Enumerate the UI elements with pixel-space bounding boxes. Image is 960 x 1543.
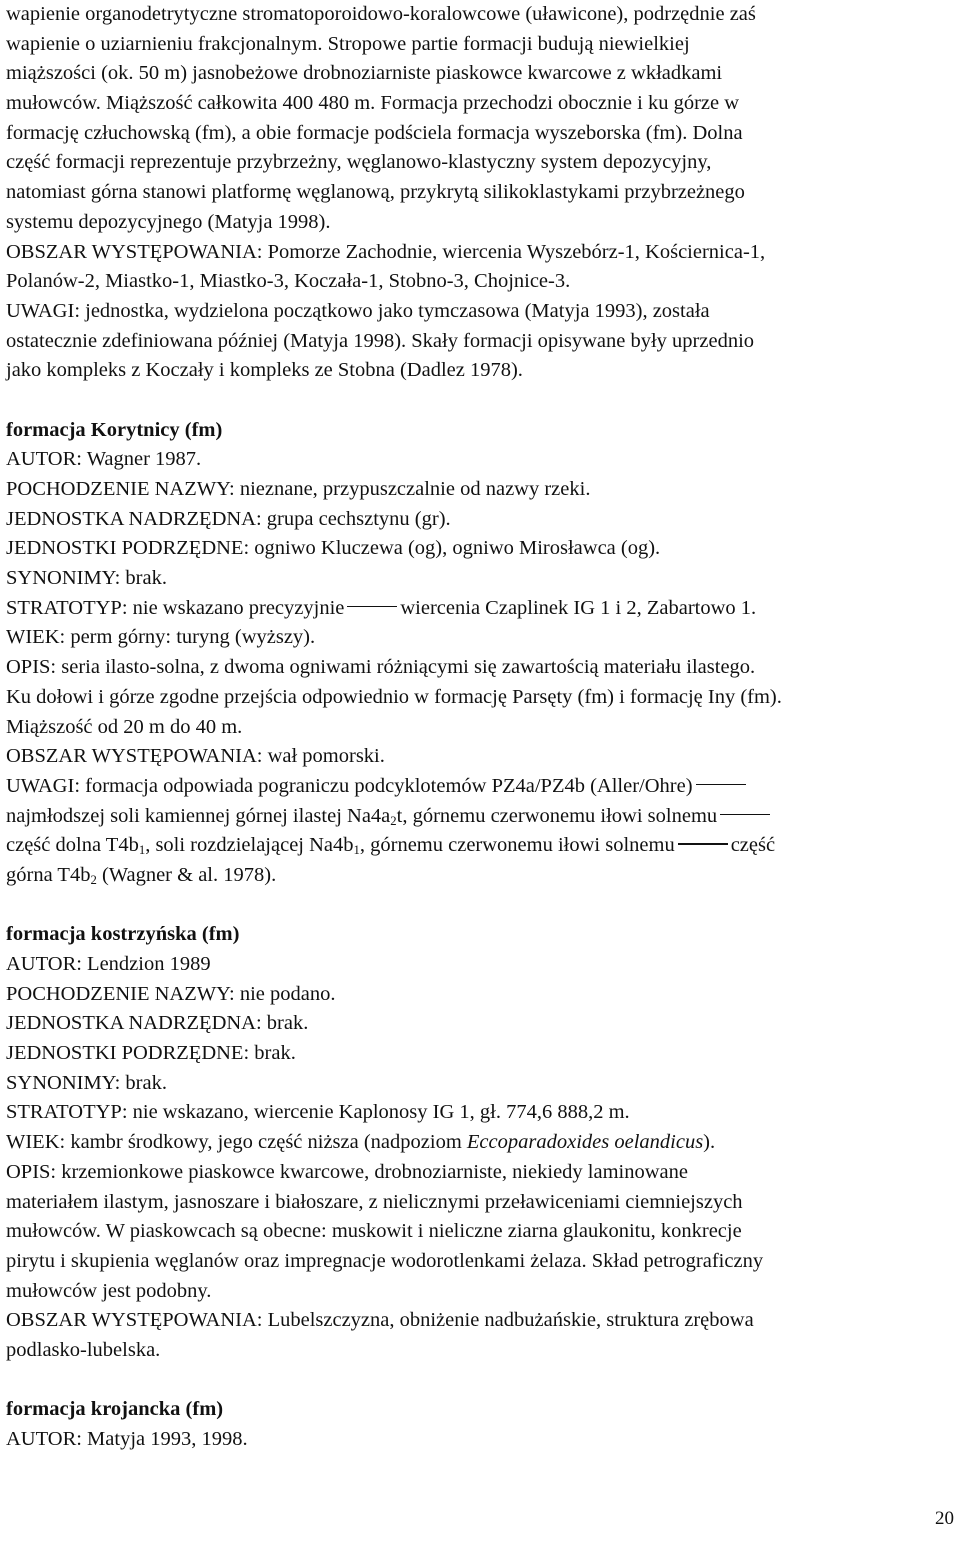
em-dash (720, 814, 770, 815)
spacer (6, 386, 954, 416)
name-origin-line: POCHODZENIE NAZWY: nieznane, przypuszczalnie od nazwy rzeki. (6, 478, 591, 500)
remarks-line (6, 861, 954, 891)
stratotype-line: STRATOTYP: nie wskazano, wiercenie Kaplonosy IG 1, gł. 774,6 888,2 m. (6, 1101, 630, 1124)
subscript: 2 (390, 813, 397, 828)
subunits-line: JEDNOSTKI PODRZĘDNE: brak. (6, 1042, 296, 1065)
text-span: , soli rozdzielającej Na4b (145, 834, 354, 857)
parent-unit-line: JEDNOSTKA NADRZĘDNA: brak. (6, 1012, 309, 1035)
text-line: UWAGI: jednostka, wydzielona początkowo jako tymczasowa (Matyja 1993), została (6, 299, 710, 322)
text-line: jako kompleks z Koczały i kompleks ze Stobna (Dadlez 1978). (6, 359, 523, 382)
text-line: natomiast górna stanowi platformę węglanową, przykrytą silikoklastykami przybrzeżnego (6, 181, 745, 204)
description-line: Miąższość od 20 m do 40 m. (6, 715, 243, 738)
text-line: część formacji reprezentuje przybrzeżny, węglanowo-klastyczny system depozycyjny, (6, 151, 712, 174)
description-line: pirytu i skupienia węglanów oraz impregnacje wodorotlenkami żelaza. Skład petrograficzny (6, 1249, 764, 1272)
parent-unit-line: JEDNOSTKA NADRZĘDNA: grupa cechsztynu (gr). (6, 507, 451, 530)
stratotype-line (6, 594, 954, 624)
text-span: najmłodszej soli kamiennej górnej ilastej Na4a (6, 804, 391, 827)
description-line: mułowców jest podobny. (6, 1279, 212, 1302)
kostrzynska-section (6, 920, 954, 1365)
subscript: 2 (90, 873, 97, 888)
em-dash (696, 784, 746, 785)
synonyms-line: SYNONIMY: brak. (6, 567, 167, 590)
section-heading: formacja kostrzyńska (fm) (6, 923, 240, 946)
text-span: górna T4b (6, 863, 91, 886)
section-heading: formacja Korytnicy (fm) (6, 418, 223, 441)
subscript: 1 (138, 843, 146, 858)
synonyms-line: SYNONIMY: brak. (6, 1071, 167, 1094)
area-line: podlasko-lubelska. (6, 1338, 161, 1361)
section-heading: formacja krojancka (fm) (6, 1398, 224, 1421)
taxon-name: Eccoparadoxides oelandicus (466, 1131, 704, 1154)
text-span: część (730, 834, 776, 857)
author-line: AUTOR: Matyja 1993, 1998. (6, 1428, 248, 1450)
area-line: OBSZAR WYSTĘPOWANIA: wał pomorski. (6, 745, 385, 768)
text-span: , górnemu czerwonemu iłowi solnemu (359, 834, 675, 857)
text-line: Polanów-2, Miastko-1, Miastko-3, Koczała-1, Stobno-3, Chojnice-3. (6, 270, 571, 293)
description-line: mułowców. W piaskowcach są obecne: muskowit i nieliczne ziarna glaukonitu, konkrecje (6, 1220, 742, 1243)
text-span: WIEK: kambr środkowy, jego część niższa (nadpoziom (6, 1131, 467, 1154)
spacer (6, 891, 954, 921)
description-line: OPIS: krzemionkowe piaskowce kwarcowe, drobnoziarniste, niekiedy laminowane (6, 1160, 688, 1183)
text-line: mułowców. Miąższość całkowita 400 480 m. Formacja przechodzi obocznie i ku górze w (6, 92, 740, 115)
text-line: ostatecznie zdefiniowana później (Matyja 1998). Skały formacji opisywane były uprzednio (6, 329, 755, 352)
text-line: wapienie o uziarnieniu frakcjonalnym. Stropowe partie formacji budują niewielkiej (6, 32, 690, 55)
area-line: OBSZAR WYSTĘPOWANIA: Lubelszczyzna, obniżenie nadbużańskie, struktura zrębowa (6, 1309, 754, 1332)
page-number: 20 (935, 1508, 954, 1529)
text-line: systemu depozycyjnego (Matyja 1998). (6, 210, 331, 233)
remarks-line (6, 802, 954, 832)
description-line: materiałem ilastym, jasnoszare i białoszare, z nielicznymi przeławiceniami ciemniejszych (6, 1190, 743, 1213)
intro-section (6, 0, 954, 386)
document-page (6, 0, 954, 1455)
text-span: t, górnemu czerwonemu iłowi solnemu (396, 804, 718, 827)
subscript: 1 (353, 843, 360, 858)
remarks-line (6, 831, 954, 861)
text-span: UWAGI: formacja odpowiada pograniczu podcyklotemów PZ4a/PZ4b (Aller/Ohre) (6, 774, 693, 797)
text-span: (Wagner & al. 1978). (96, 863, 277, 886)
description-line: OPIS: seria ilasto-solna, z dwoma ogniwami różniącymi się zawartością materiału ilastego. (6, 656, 756, 679)
spacer (6, 1366, 954, 1396)
korytnicy-section (6, 416, 954, 891)
text-span: wiercenia Czaplinek IG 1 i 2, Zabartowo 1. (400, 596, 757, 619)
krojancka-section (6, 1395, 954, 1454)
subunits-line: JEDNOSTKI PODRZĘDNE: ogniwo Kluczewa (og), ogniwo Mirosławca (og). (6, 537, 661, 560)
author-line: AUTOR: Lendzion 1989 (6, 953, 211, 975)
age-line: WIEK: perm górny: turyng (wyższy). (6, 626, 316, 649)
description-line: Ku dołowi i górze zgodne przejścia odpowiednio w formację Parsęty (fm) i formację Iny (fm). (6, 685, 782, 708)
text-span: ). (703, 1131, 716, 1154)
em-dash (347, 606, 397, 607)
text-line: formację człuchowską (fm), a obie formacje podściela formacja wyszeborska (fm). Dolna (6, 121, 743, 144)
text-span: STRATOTYP: nie wskazano precyzyjnie (6, 596, 345, 619)
name-origin-line: POCHODZENIE NAZWY: nie podano. (6, 982, 336, 1005)
text-span: część dolna T4b (6, 834, 139, 857)
age-line (6, 1128, 954, 1158)
remarks-line (6, 772, 954, 802)
text-line: OBSZAR WYSTĘPOWANIA: Pomorze Zachodnie, wiercenia Wyszebórz-1, Kościernica-1, (6, 240, 766, 263)
em-dash (678, 843, 728, 844)
author-line: AUTOR: Wagner 1987. (6, 448, 202, 471)
text-line: wapienie organodetrytyczne stromatoporoidowo-koralowcowe (uławicone), podrzędnie zaś (6, 3, 756, 25)
text-line: miąższości (ok. 50 m) jasnobeżowe drobnoziarniste piaskowce kwarcowe z wkładkami (6, 62, 723, 85)
